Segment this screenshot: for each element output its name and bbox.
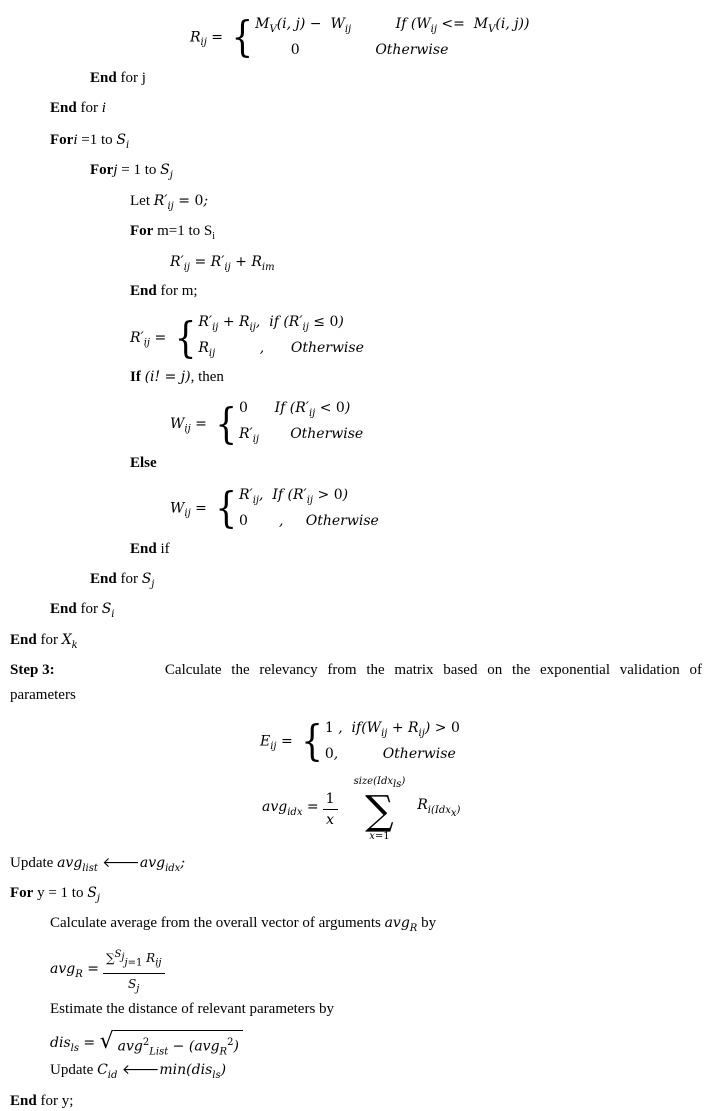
for-y-line: For y = 1 to $S_j$ bbox=[10, 885, 100, 904]
end-for-y-line: End for y; bbox=[10, 1093, 74, 1109]
calc-average-line: Calculate average from the overall vector of arguments avg$_R$ by bbox=[50, 915, 437, 934]
if-line: If (i! = j), then bbox=[130, 369, 224, 385]
end-for-xk-line: End for $X_k$ bbox=[10, 632, 78, 651]
estimate-line: Estimate the distance of relevant parameters by bbox=[50, 1001, 335, 1017]
end-for-sj-line: End for $S_j$ bbox=[90, 571, 155, 590]
update-avg-list-line: Update avg$_{list}$ 🡐avg$_{idx}$; bbox=[10, 855, 186, 874]
update-cid-line: Update $C_{id}$ 🡐min(dis$_{ls}$) bbox=[50, 1062, 227, 1081]
else-line: Else bbox=[130, 455, 157, 471]
equation-rprime-cases: $R'_{ij}$ = { $R'_{ij} + R_{ij}$, if $(R'_{ij} \le 0)$ $R_{ij}$ , Otherwise bbox=[130, 312, 364, 363]
let-line: Let $R'_{ij} = 0$; bbox=[130, 193, 209, 212]
equation-rij: $R_{ij}$ = { $M_V(i$, $j) - W_{ij}$ If ($W_{ij} <= M_V(i$, j)) 0 Otherwise bbox=[190, 12, 530, 63]
end-if-line: End if bbox=[130, 541, 170, 557]
keyword-end: End bbox=[90, 70, 117, 86]
for-i-line: Fori =1 to $S_i$ bbox=[50, 132, 130, 151]
equation-dis-ls: dis$_{ls}$ = √ avg$^2_{List}$ − (avg$_R^2$) bbox=[50, 1030, 243, 1062]
equation-wij-2: $W_{ij}$ = { $R'_{ij}$, If $(R'_{ij} > 0)$ 0 , Otherwise bbox=[170, 483, 379, 534]
equation-eij: $E_{ij}$ = { 1 , $if(W_{ij} + R_{ij}) > 0$ 0, Otherwise bbox=[260, 716, 460, 767]
end-for-m-line: End for m; bbox=[130, 283, 198, 299]
for-j-line: Forj = 1 to $S_j$ bbox=[90, 162, 173, 181]
equation-wij-1: $W_{ij}$ = { 0 If $(R'_{ij} < 0)$ $R'_{ij}$ Otherwise bbox=[170, 398, 364, 449]
step3-line-2: parameters bbox=[10, 687, 76, 703]
end-for-j-line: End for j bbox=[90, 70, 146, 86]
end-for-i-line: End for i bbox=[50, 100, 106, 116]
equation-rprime-sum: $R'_{ij} = R'_{ij} + R_{im}$ bbox=[170, 254, 275, 273]
step3-line: Step 3: Calculate the relevancy from the matrix based on the exponential validation of bbox=[10, 662, 702, 678]
end-for-si-line: End for $S_i$ bbox=[50, 601, 115, 620]
for-m-line: For m=1 to $S_i$ bbox=[130, 223, 215, 242]
equation-avg-r: avg$_R$ = $\frac{\sum^{S_j}_{j=1} R_{ij}}{S_j}$ bbox=[50, 945, 169, 1000]
equation-avg-idx: avg$_{idx}$ = $\frac{1}{x}$ size(Idx$_{ls}$) ∑ x=1 $R_{i(Idx_x)}$ bbox=[262, 776, 461, 842]
